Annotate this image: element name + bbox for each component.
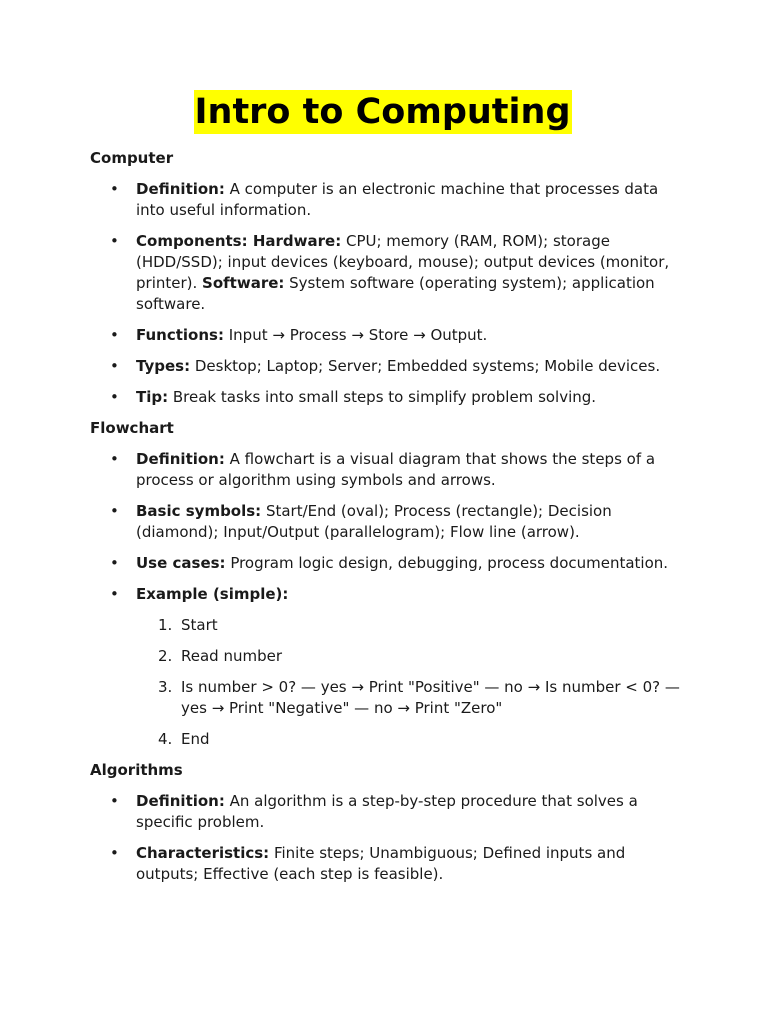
bullet-icon: • — [110, 450, 119, 468]
step-item — [136, 646, 690, 667]
item-text: A flowchart is a visual diagram that shows the steps of a process or algorithm using symbols and arrows. — [136, 450, 656, 489]
list-item — [90, 449, 690, 491]
item-text: Start/End (oval); Process (rectangle); Decision (diamond); Input/Output (parallelogram); Flow line (arrow). — [136, 502, 612, 541]
bullet-list — [90, 449, 690, 750]
step-text: Is number > 0? — yes → Print "Positive" — no → Is number < 0? — yes → Print "Negative" — no → Print "Zero" — [181, 678, 680, 717]
item-text: Input → Process → Store → Output. — [223, 326, 488, 344]
step-number: 3. — [158, 678, 173, 696]
bullet-icon: • — [110, 554, 119, 572]
item-term: Basic symbols: — [136, 502, 262, 520]
list-item — [90, 843, 690, 885]
item-text: System software (operating system); application software. — [136, 274, 655, 313]
item-term: Definition: — [136, 180, 225, 198]
item-term: Types: — [136, 357, 191, 375]
section-heading-computer: Computer — [90, 149, 174, 167]
step-text: Start — [181, 616, 218, 634]
item-term: Characteristics: — [136, 844, 270, 862]
list-item — [90, 501, 690, 543]
list-item — [90, 356, 690, 377]
section-heading-flowchart: Flowchart — [90, 419, 174, 437]
step-text: Read number — [181, 647, 283, 665]
item-text: Program logic design, debugging, process documentation. — [225, 554, 669, 572]
bullet-list — [90, 791, 690, 885]
item-term: Definition: — [136, 450, 225, 468]
document-page — [90, 90, 690, 895]
example-steps-list — [136, 615, 690, 750]
section-heading-algorithms: Algorithms — [90, 761, 183, 779]
list-item — [90, 325, 690, 346]
list-item — [90, 584, 690, 750]
item-term: Definition: — [136, 792, 225, 810]
item-term: Functions: — [136, 326, 224, 344]
step-item — [136, 729, 690, 750]
list-item — [90, 387, 690, 408]
step-text: End — [181, 730, 210, 748]
step-number: 4. — [158, 730, 173, 748]
bullet-icon: • — [110, 844, 119, 862]
bullet-icon: • — [110, 232, 119, 250]
step-item — [136, 615, 690, 636]
bullet-icon: • — [110, 388, 119, 406]
document-title: Intro to Computing — [194, 92, 571, 132]
item-term: Components: Hardware: — [136, 232, 342, 250]
item-text: A computer is an electronic machine that processes data into useful information. — [136, 180, 659, 219]
bullet-icon: • — [110, 357, 119, 375]
bullet-icon: • — [110, 502, 119, 520]
item-text: An algorithm is a step-by-step procedure that solves a specific problem. — [136, 792, 638, 831]
bullet-list — [90, 179, 690, 408]
list-item — [90, 553, 690, 574]
item-text: Desktop; Laptop; Server; Embedded systems; Mobile devices. — [190, 357, 661, 375]
item-term: Tip: — [136, 388, 169, 406]
step-number: 2. — [158, 647, 173, 665]
item-text: CPU; memory (RAM, ROM); storage (HDD/SSD); input devices (keyboard, mouse); output devices (monitor, printer). — [136, 232, 670, 292]
bullet-icon: • — [110, 792, 119, 810]
list-item — [90, 791, 690, 833]
step-number: 1. — [158, 616, 173, 634]
list-item — [90, 231, 690, 315]
document-body — [90, 148, 690, 885]
bullet-icon: • — [110, 585, 119, 603]
item-term: Software: — [202, 274, 285, 292]
title-block — [90, 90, 690, 134]
item-term: Use cases: — [136, 554, 226, 572]
step-item — [136, 677, 690, 719]
list-item — [90, 179, 690, 221]
item-term: Example (simple): — [136, 585, 289, 603]
bullet-icon: • — [110, 180, 119, 198]
bullet-icon: • — [110, 326, 119, 344]
item-text: Break tasks into small steps to simplify problem solving. — [168, 388, 597, 406]
item-text: Finite steps; Unambiguous; Defined inputs and outputs; Effective (each step is feasible). — [136, 844, 626, 883]
